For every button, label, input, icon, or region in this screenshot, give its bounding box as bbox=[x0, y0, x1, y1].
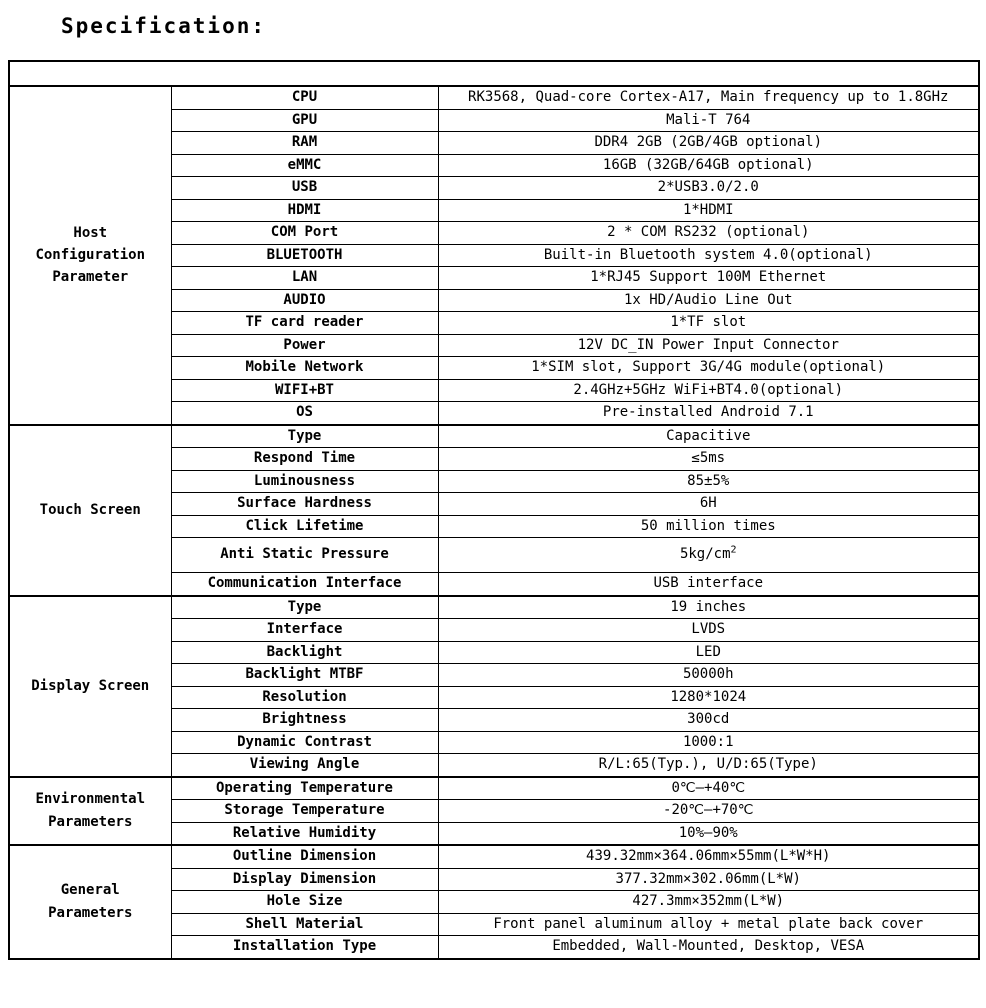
spec-label: LAN bbox=[171, 267, 438, 290]
category-cell bbox=[9, 596, 171, 777]
table-row bbox=[9, 845, 979, 868]
spec-value-text: 1*HDMI bbox=[682, 201, 734, 218]
category-label-line: Host bbox=[73, 224, 108, 241]
spec-value-text: LVDS bbox=[691, 621, 726, 638]
spec-value bbox=[438, 357, 979, 380]
spec-value bbox=[438, 379, 979, 402]
spec-value-text: -20℃—+70℃ bbox=[663, 802, 754, 819]
spec-value-text: 2.4GHz+5GHz WiFi+BT4.0(optional) bbox=[573, 381, 844, 398]
spec-value bbox=[438, 177, 979, 200]
category-cell bbox=[9, 845, 171, 959]
spec-label: Backlight bbox=[171, 641, 438, 664]
spec-value bbox=[438, 619, 979, 642]
page-title: Specification: bbox=[61, 14, 267, 38]
spec-label: Communication Interface bbox=[171, 573, 438, 596]
spec-label: OS bbox=[171, 402, 438, 425]
spec-value-text: 5kg/cm bbox=[679, 546, 731, 563]
specification-table bbox=[8, 60, 980, 960]
spec-label: Relative Humidity bbox=[171, 822, 438, 845]
spec-value-text: 50 million times bbox=[640, 517, 776, 534]
spec-value-text: 377.32mm×302.06mm(L*W) bbox=[615, 870, 801, 887]
spec-label: HDMI bbox=[171, 199, 438, 222]
spec-label: USB bbox=[171, 177, 438, 200]
spec-value bbox=[438, 641, 979, 664]
category-cell bbox=[9, 777, 171, 846]
category-label-line: Parameters bbox=[48, 904, 133, 921]
spec-value bbox=[438, 709, 979, 732]
spec-value-text: Built-in Bluetooth system 4.0(optional) bbox=[543, 246, 873, 263]
spec-value-text: 0℃—+40℃ bbox=[671, 779, 746, 796]
spec-label: Mobile Network bbox=[171, 357, 438, 380]
spec-value-text: 1280*1024 bbox=[670, 688, 747, 705]
spec-value-text: 1*TF slot bbox=[670, 314, 747, 331]
spec-value-text: 1*RJ45 Support 100M Ethernet bbox=[590, 269, 827, 286]
spec-label: Hole Size bbox=[171, 891, 438, 914]
spec-label: Power bbox=[171, 334, 438, 357]
spec-label: BLUETOOTH bbox=[171, 244, 438, 267]
spec-value-text: USB interface bbox=[653, 575, 764, 592]
spec-label: WIFI+BT bbox=[171, 379, 438, 402]
spec-value bbox=[438, 573, 979, 596]
category-label-line: Parameter bbox=[52, 269, 129, 286]
spec-value bbox=[438, 244, 979, 267]
spec-label: Storage Temperature bbox=[171, 800, 438, 823]
spec-value bbox=[438, 267, 979, 290]
spec-value bbox=[438, 86, 979, 109]
spec-value-text: 1000:1 bbox=[682, 733, 734, 750]
spec-value-text: ≤5ms bbox=[691, 450, 726, 467]
spec-label: eMMC bbox=[171, 154, 438, 177]
spec-value-text: Mali-T 764 bbox=[666, 111, 751, 128]
spec-value bbox=[438, 731, 979, 754]
spec-label: Backlight MTBF bbox=[171, 664, 438, 687]
superscript: 2 bbox=[730, 544, 737, 556]
spec-value bbox=[438, 154, 979, 177]
spec-value-text: Embedded, Wall-Mounted, Desktop, VESA bbox=[552, 938, 865, 955]
spec-value bbox=[438, 425, 979, 448]
spec-label: CPU bbox=[171, 86, 438, 109]
spec-label: Type bbox=[171, 425, 438, 448]
spec-value bbox=[438, 515, 979, 538]
spec-value bbox=[438, 538, 979, 573]
spec-value bbox=[438, 199, 979, 222]
spec-label: Resolution bbox=[171, 686, 438, 709]
table-row bbox=[9, 596, 979, 619]
spec-value bbox=[438, 822, 979, 845]
spec-label: Click Lifetime bbox=[171, 515, 438, 538]
spec-label: RAM bbox=[171, 132, 438, 155]
spec-value-text: Front panel aluminum alloy + metal plate back cover bbox=[493, 915, 924, 932]
spec-value-text: 10%—90% bbox=[678, 824, 738, 841]
spec-value bbox=[438, 334, 979, 357]
spec-value bbox=[438, 754, 979, 777]
spec-value-text: 2 * COM RS232 (optional) bbox=[607, 224, 810, 241]
spec-label: Surface Hardness bbox=[171, 493, 438, 516]
category-label-line: Parameters bbox=[48, 813, 133, 830]
category-cell bbox=[9, 425, 171, 596]
spec-value bbox=[438, 109, 979, 132]
spec-value bbox=[438, 664, 979, 687]
spec-label: Respond Time bbox=[171, 448, 438, 471]
spec-value bbox=[438, 686, 979, 709]
spec-value bbox=[438, 777, 979, 800]
category-label-line: Configuration bbox=[35, 247, 146, 264]
spec-value bbox=[438, 222, 979, 245]
spec-value bbox=[438, 402, 979, 425]
spec-label: Viewing Angle bbox=[171, 754, 438, 777]
spec-value-text: 85±5% bbox=[687, 472, 730, 489]
spec-value-text: LED bbox=[695, 643, 721, 660]
spec-table-body bbox=[9, 61, 979, 959]
spec-value bbox=[438, 289, 979, 312]
spec-value bbox=[438, 132, 979, 155]
spec-value-text: DDR4 2GB (2GB/4GB optional) bbox=[594, 134, 823, 151]
spec-value-text: Pre-installed Android 7.1 bbox=[602, 404, 814, 421]
spec-value bbox=[438, 913, 979, 936]
spec-label: Interface bbox=[171, 619, 438, 642]
spec-value bbox=[438, 868, 979, 891]
spec-label: Operating Temperature bbox=[171, 777, 438, 800]
spec-value-text: 6H bbox=[699, 495, 717, 512]
spec-value bbox=[438, 470, 979, 493]
spec-value-text: 50000h bbox=[682, 666, 734, 683]
table-row bbox=[9, 86, 979, 109]
table-row bbox=[9, 777, 979, 800]
spec-value bbox=[438, 845, 979, 868]
spec-value bbox=[438, 448, 979, 471]
spec-label: Dynamic Contrast bbox=[171, 731, 438, 754]
spec-value-text: 1x HD/Audio Line Out bbox=[623, 291, 793, 308]
empty-header-cell bbox=[9, 61, 979, 86]
spec-label: AUDIO bbox=[171, 289, 438, 312]
spec-label: Installation Type bbox=[171, 936, 438, 959]
spec-value bbox=[438, 936, 979, 959]
category-label-line: Touch Screen bbox=[39, 501, 141, 518]
spec-label: TF card reader bbox=[171, 312, 438, 335]
spec-label: Type bbox=[171, 596, 438, 619]
table-row bbox=[9, 425, 979, 448]
spec-label: GPU bbox=[171, 109, 438, 132]
spec-value-text: 19 inches bbox=[670, 598, 747, 615]
spec-value bbox=[438, 312, 979, 335]
spec-value-text: 16GB (32GB/64GB optional) bbox=[602, 156, 814, 173]
spec-value-text: 439.32mm×364.06mm×55mm(L*W*H) bbox=[586, 848, 831, 865]
category-label-line: Display Screen bbox=[31, 677, 150, 694]
spec-label: Anti Static Pressure bbox=[171, 538, 438, 573]
spec-value-text: 300cd bbox=[687, 711, 730, 728]
spec-value-text: R/L:65(Typ.), U/D:65(Type) bbox=[598, 756, 818, 773]
category-label-line: Environmental bbox=[35, 791, 146, 808]
category-cell bbox=[9, 86, 171, 425]
spec-value-text: 2*USB3.0/2.0 bbox=[657, 179, 759, 196]
spec-value-text: Capacitive bbox=[666, 427, 751, 444]
spec-label: Display Dimension bbox=[171, 868, 438, 891]
spec-value bbox=[438, 493, 979, 516]
category-label-line: General bbox=[60, 882, 120, 899]
spec-label: Luminousness bbox=[171, 470, 438, 493]
spec-label: Shell Material bbox=[171, 913, 438, 936]
spec-value-text: 427.3mm×352mm(L*W) bbox=[632, 893, 785, 910]
spec-value-text: 1*SIM slot, Support 3G/4G module(optional) bbox=[531, 359, 886, 376]
spec-label: COM Port bbox=[171, 222, 438, 245]
spec-value-text: RK3568, Quad-core Cortex-A17, Main frequency up to 1.8GHz bbox=[468, 89, 949, 106]
spec-value-text: 12V DC_IN Power Input Connector bbox=[577, 336, 839, 353]
spec-label: Outline Dimension bbox=[171, 845, 438, 868]
empty-header-row bbox=[9, 61, 979, 86]
spec-value bbox=[438, 800, 979, 823]
spec-value bbox=[438, 596, 979, 619]
spec-label: Brightness bbox=[171, 709, 438, 732]
spec-value bbox=[438, 891, 979, 914]
